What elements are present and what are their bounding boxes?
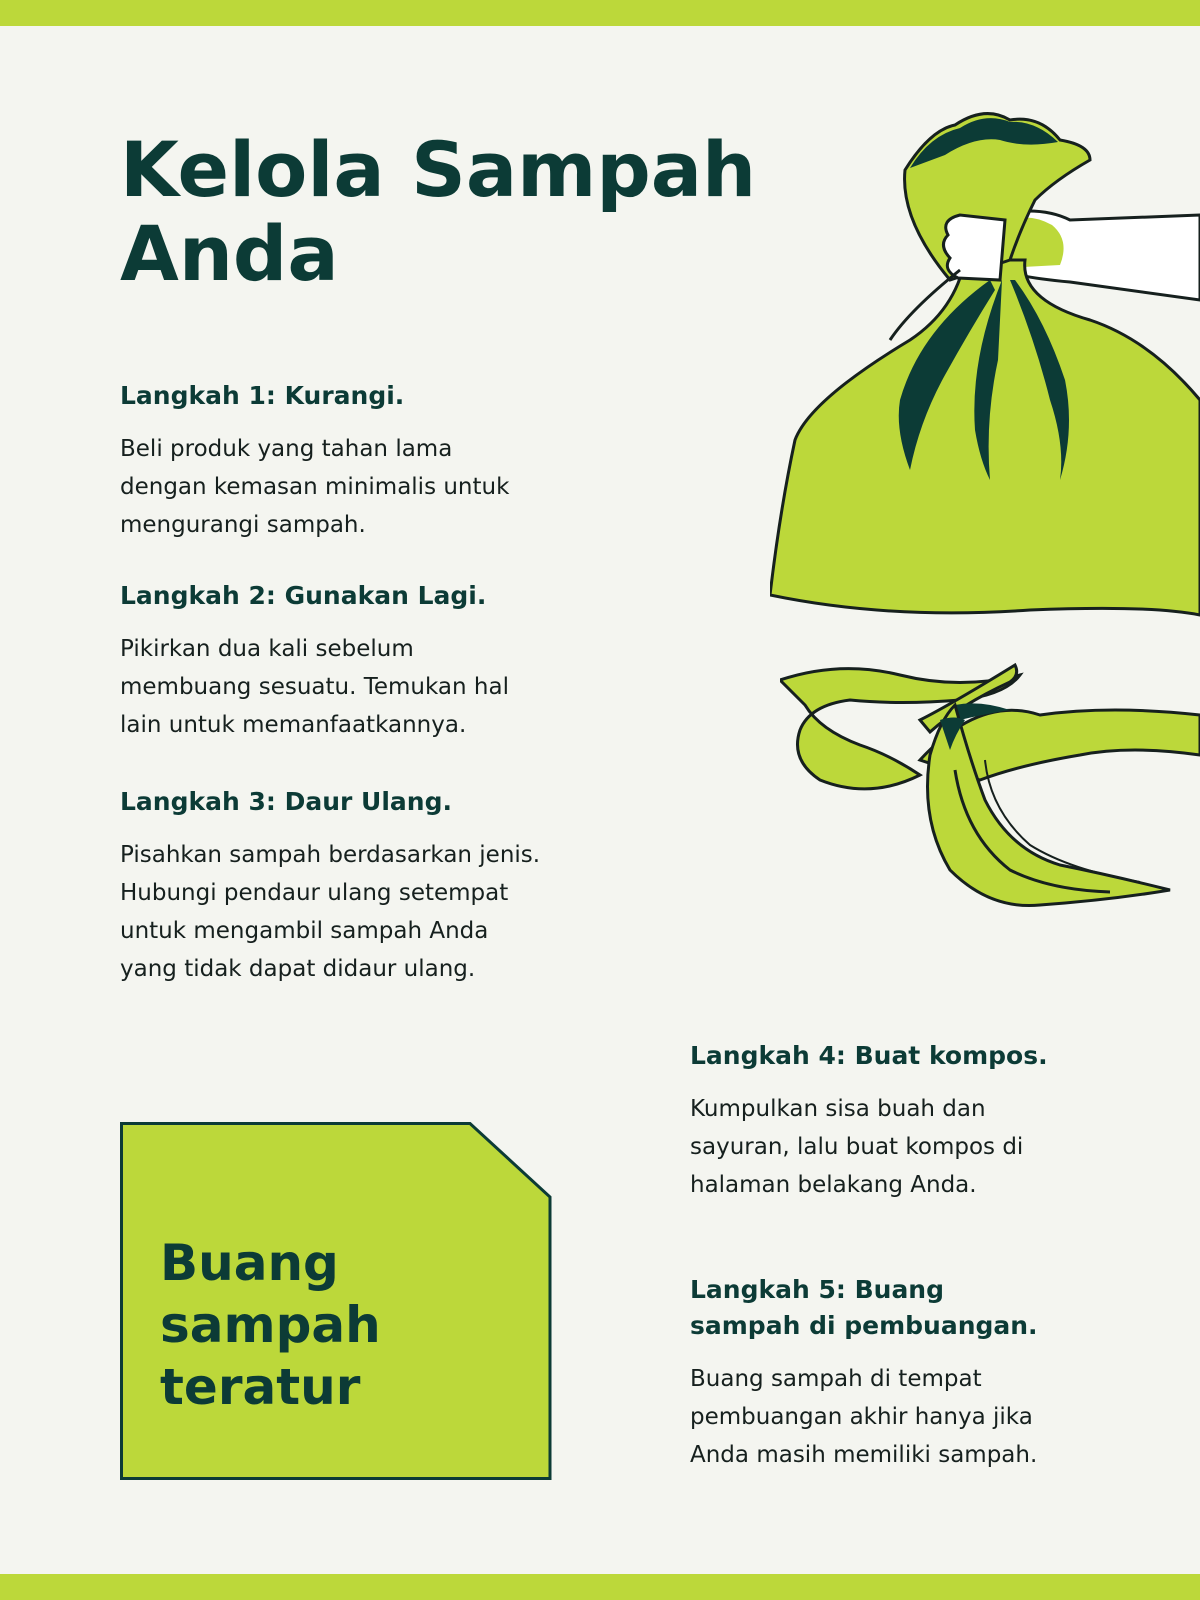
callout-text: Buang sampah teratur (160, 1234, 381, 1416)
step-1-body: Beli produk yang tahan lama dengan kemasan minimalis untuk mengurangi sampah. (120, 436, 510, 538)
step-4-body: Kumpulkan sisa buah dan sayuran, lalu buat kompos di halaman belakang Anda. (690, 1096, 1024, 1198)
step-5-heading: Langkah 5: Buang sampah di pembuangan. (690, 1275, 1038, 1340)
step-5 (690, 1272, 1140, 1474)
step-3 (120, 784, 590, 988)
step-2-heading: Langkah 2: Gunakan Lagi. (120, 581, 487, 610)
bottom-accent-bar (0, 1574, 1200, 1600)
step-4 (690, 1038, 1140, 1204)
page-title: Kelola Sampah Anda (120, 125, 757, 298)
step-2 (120, 578, 590, 744)
step-3-body: Pisahkan sampah berdasarkan jenis. Hubungi pendaur ulang setempat untuk mengambil sampah Anda yang tidak dapat didaur ulang. (120, 842, 541, 982)
trash-bag-icon (770, 100, 1200, 634)
step-1 (120, 378, 590, 544)
banana-peel-icon (780, 660, 1200, 934)
callout-box (120, 1122, 552, 1480)
top-accent-bar (0, 0, 1200, 26)
step-3-heading: Langkah 3: Daur Ulang. (120, 787, 452, 816)
step-4-heading: Langkah 4: Buat kompos. (690, 1041, 1048, 1070)
step-1-heading: Langkah 1: Kurangi. (120, 381, 405, 410)
step-2-body: Pikirkan dua kali sebelum membuang sesuatu. Temukan hal lain untuk memanfaatkannya. (120, 636, 509, 738)
step-5-body: Buang sampah di tempat pembuangan akhir hanya jika Anda masih memiliki sampah. (690, 1366, 1038, 1468)
